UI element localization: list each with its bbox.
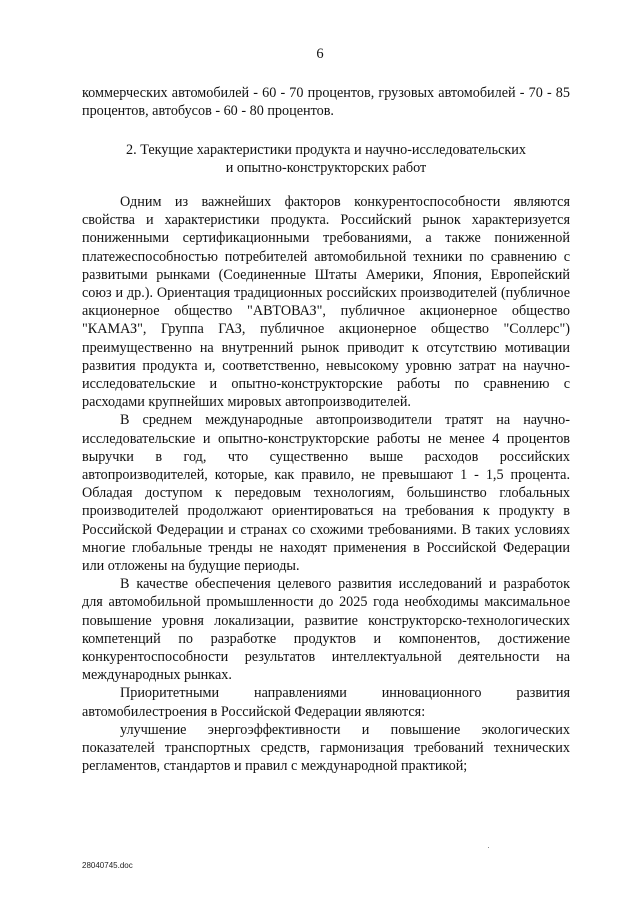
section-heading-line-1: 2. Текущие характеристики продукта и научно-исследовательских: [126, 142, 526, 158]
section-heading-line-2: и опытно-конструкторских работ: [225, 160, 427, 177]
paragraph: Одним из важнейших факторов конкурентоспособности являются свойства и характеристики продукта. Российский рынок характеризуется пониженными сертификационными требованиями, а также пониженной платежеспособностью потребителей автомобильной техники по сравнению с развитыми рынками (Соединенные Штаты Америки, Япония, Европейский союз и др.). Ориентация традиционных российских производителей (публичное акционерное общество "АВТОВАЗ", публичное акционерное общество "КАМАЗ", Группа ГАЗ, публичное акционерное общество "Соллерс") преимущественно на внутренний рынок приводит к отсутствию мотивации развития продукта и, соответственно, невысокому уровню затрат на научно-исследовательские и опытно-конструкторские работы по сравнению с расходами крупнейших мировых автопроизводителей.: [82, 194, 570, 411]
file-name-footer: 28040745.doc: [82, 861, 133, 870]
scan-speck: [488, 847, 489, 848]
paragraph: В качестве обеспечения целевого развития исследований и разработок для автомобильной промышленности до 2025 года необходимы максимальное повышение уровня локализации, развитие конструкторско-технологических компетенций по разработке продуктов и компонентов, достижение конкурентоспособности результатов интеллектуальной деятельности на международных рынках.: [82, 576, 570, 684]
paragraph: В среднем международные автопроизводители тратят на научно-исследовательские и опытно-конструкторские работы не менее 4 процентов выручки в год, что существенно выше расходов российских автопроизводителей, которые, как правило, не превышают 1 - 1,5 процента. Обладая доступом к передовым технологиям, большинство глобальных производителей продолжают ориентироваться на требования к продукту в Российской Федерации и странах со схожими требованиями. В таких условиях многие глобальные тренды не находят применения в Российской Федерации или отложены на будущие периоды.: [82, 412, 570, 575]
page-number: 6: [316, 46, 324, 62]
section-heading: [82, 141, 570, 177]
paragraph: Приоритетными направлениями инновационного развития автомобилестроения в Российской Федерации являются:: [82, 685, 570, 720]
intro-paragraph: коммерческих автомобилей - 60 - 70 процентов, грузовых автомобилей - 70 - 85 процентов, автобусов - 60 - 80 процентов.: [82, 85, 570, 120]
body-text: [82, 193, 570, 776]
paragraph: улучшение энергоэффективности и повышение экологических показателей транспортных средств, гармонизация требований технических регламентов, стандартов и правил с международной практикой;: [82, 721, 570, 775]
